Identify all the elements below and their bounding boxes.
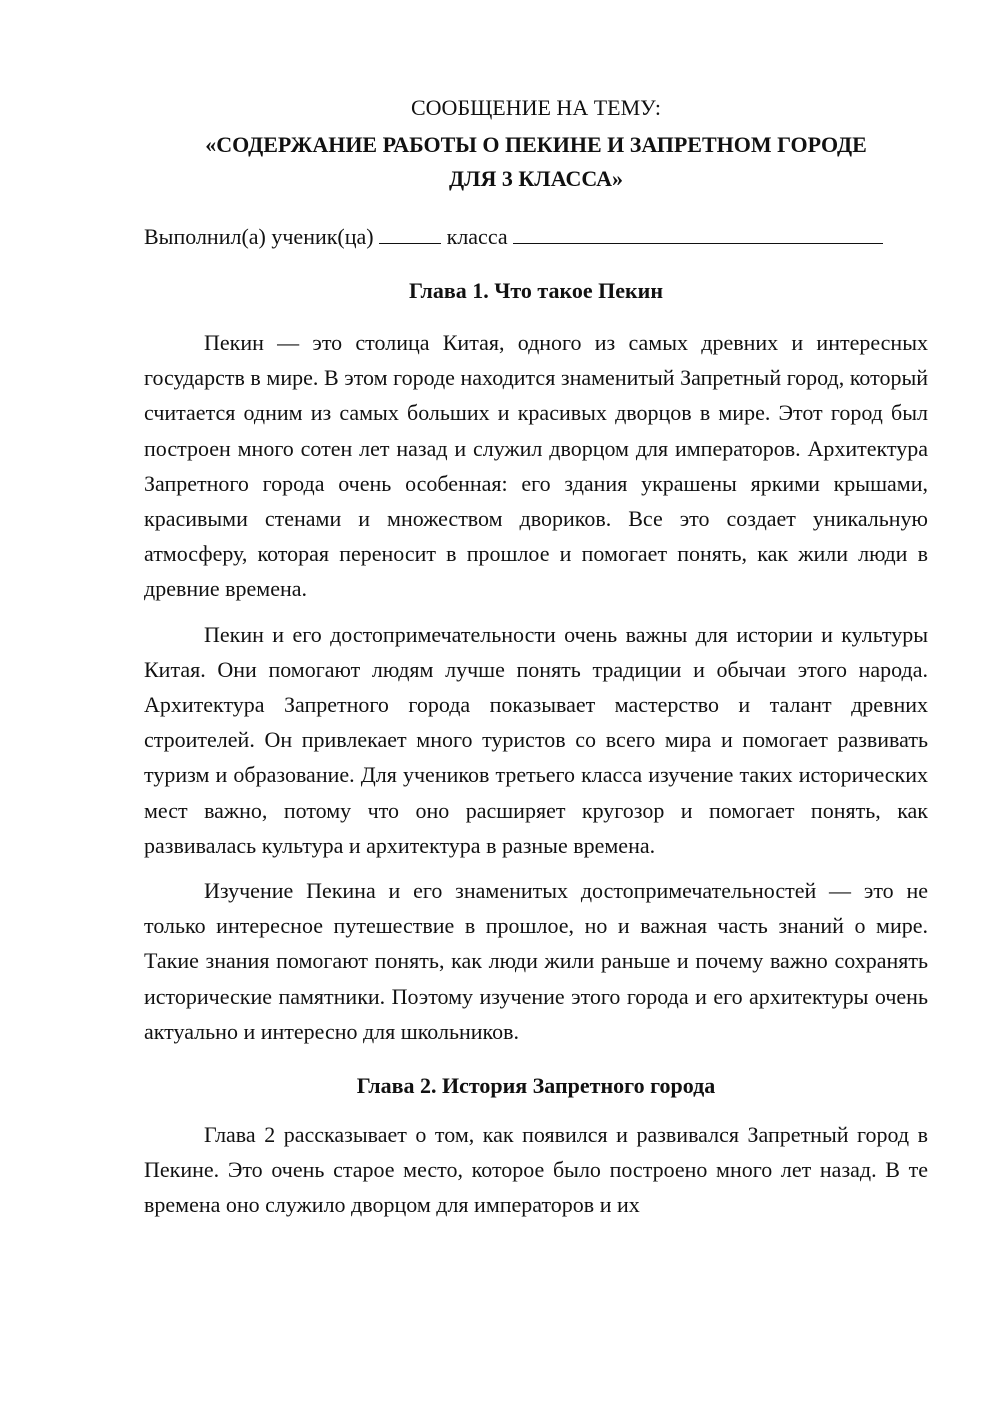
document-title-line-1: «СОДЕРЖАНИЕ РАБОТЫ О ПЕКИНЕ И ЗАПРЕТНОМ ГОРОДЕ xyxy=(205,132,867,157)
chapter-2-paragraph-1: Глава 2 рассказывает о том, как появился и развивался Запретный город в Пекине. Это очень старое место, которое было построено много лет назад. В те времена оно служило дворцом для императоров и их xyxy=(144,1122,928,1218)
chapter-1-paragraph-1: Пекин — это столица Китая, одного из самых древних и интересных государств в мире. В этом городе находится знаменитый Запретный город, который считается одним из самых больших и красивых дворцов в мире. Этот город был построен много сотен лет назад и служил дворцом для императоров. Архитектура Запретного города очень особенная: его здания украшены яркими крышами, красивыми стенами и множеством двориков. Все это создает уникальную атмосферу, которая переносит в прошлое и помогает понять, как жили люди в древние времена. xyxy=(144,330,928,602)
chapter-1-paragraph-2: Пекин и его достопримечательности очень важны для истории и культуры Китая. Они помогают людям лучше понять традиции и обычаи этого народа. Архитектура Запретного города показывает мастерство и талант древних строителей. Он привлекает много туристов со всего мира и помогает развивать туризм и образование. Для учеников третьего класса изучение таких исторических мест важно, потому что оно расширяет кругозор и помогает понять, как развивалась культура и архитектура в разные времена. xyxy=(144,621,928,858)
document-page xyxy=(144,90,928,1223)
chapter-2-heading: Глава 2. История Запретного города xyxy=(356,1073,716,1099)
document-title-line-2: ДЛЯ 3 КЛАССА» xyxy=(448,166,624,191)
class-number-blank xyxy=(379,221,441,244)
chapter-1-heading: Глава 1. Что такое Пекин xyxy=(408,278,664,303)
author-line xyxy=(144,220,928,254)
chapter-1-paragraph-3: Изучение Пекина и его знаменитых достопримечательностей — это не только интересное путешествие в прошлое, но и важная часть знаний о мире. Такие знания помогают понять, как люди жили раньше и почему важно сохранять исторические памятники. Поэтому изучение этого города и его архитектуры очень актуально и интересно для школьников. xyxy=(144,878,928,1044)
topic-line: СООБЩЕНИЕ НА ТЕМУ: xyxy=(411,95,661,120)
student-name-blank xyxy=(513,221,883,244)
author-label: Выполнил(а) ученик(ца) xyxy=(144,224,374,249)
class-label: класса xyxy=(446,224,508,249)
